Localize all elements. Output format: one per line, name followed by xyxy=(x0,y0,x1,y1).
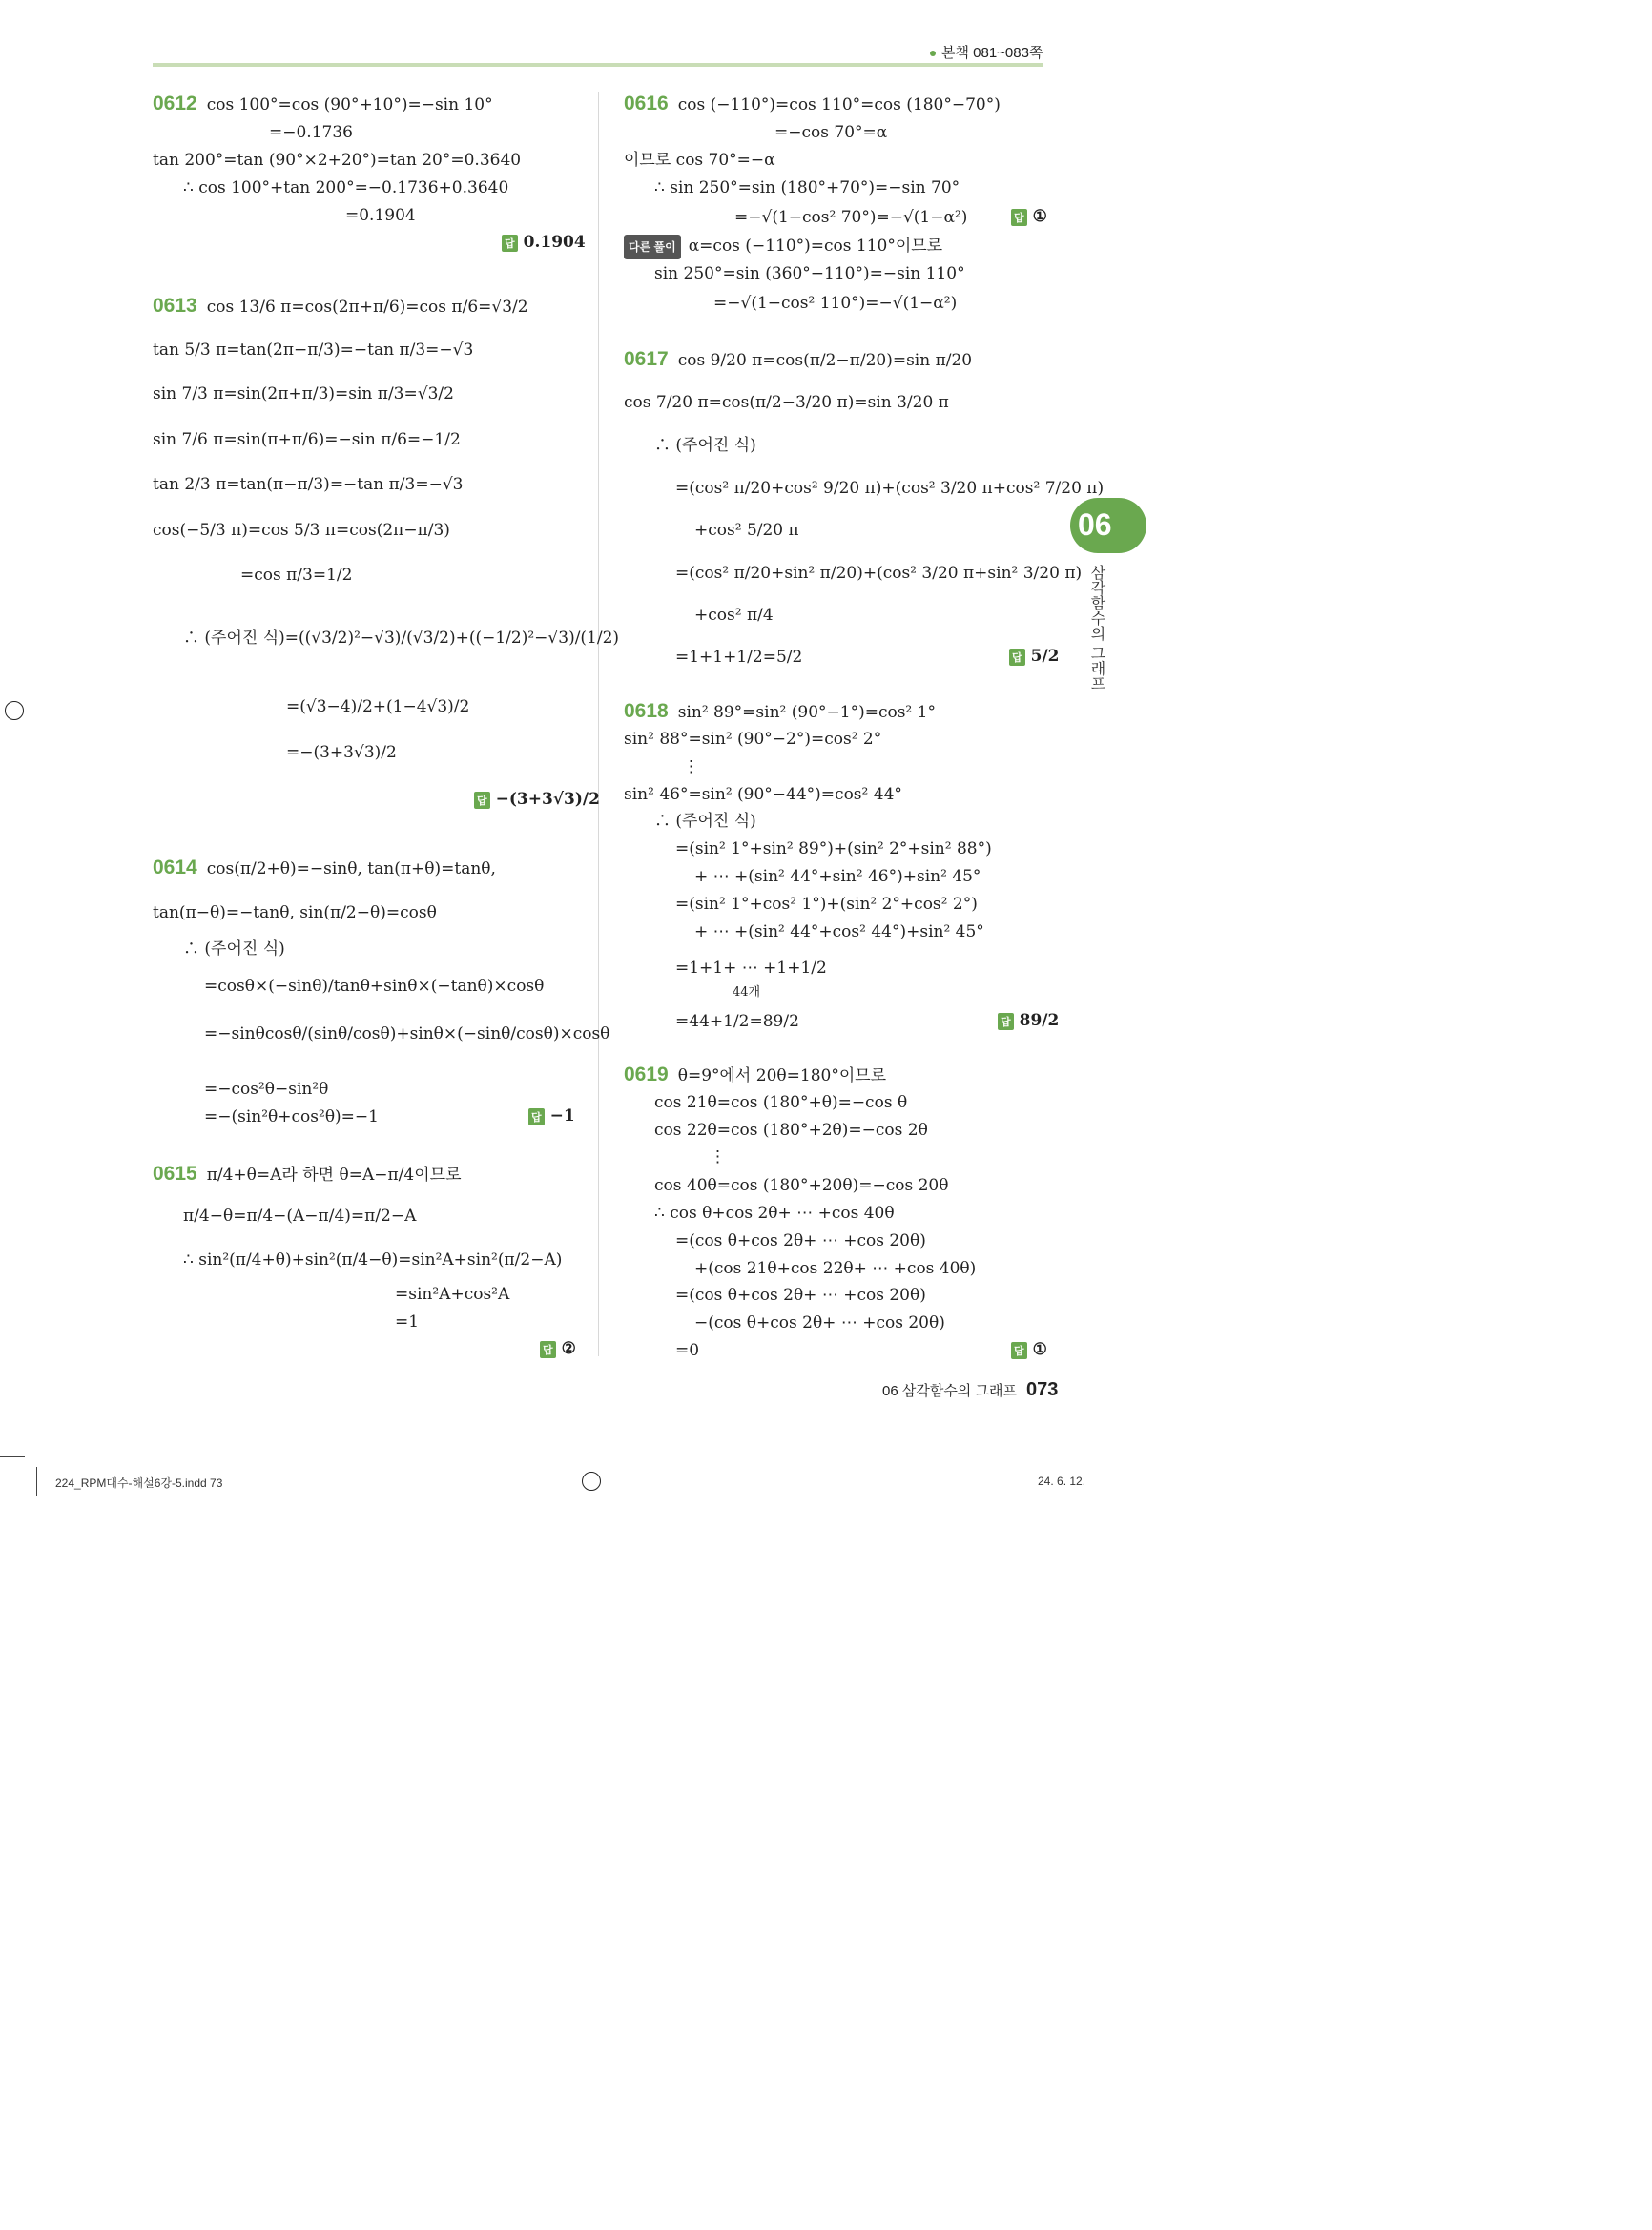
answer-0617: 답 5/2 xyxy=(1009,647,1060,666)
problem-number: 0617 xyxy=(624,348,669,370)
problem-0618-line-1: 0618 sin² 89°=sin² (90°−1°)=cos² 1° xyxy=(624,700,936,722)
problem-0613-line: tan 5/3 π=tan(2π−π/3)=−tan π/3=−√3 xyxy=(153,341,474,360)
problem-0619-line: =0 xyxy=(675,1341,700,1360)
problem-0612-line: ∴ cos 100°+tan 200°=−0.1736+0.3640 xyxy=(183,178,509,197)
crop-mark xyxy=(36,1467,37,1496)
problem-0614-line-1: 0614 cos(π/2+θ)=−sinθ, tan(π+θ)=tanθ, xyxy=(153,857,496,878)
answer-0618: 답 89/2 xyxy=(998,1011,1059,1030)
problem-0615-line: =sin²A+cos²A xyxy=(395,1285,510,1304)
problem-0619-line: cos 40θ=cos (180°+20θ)=−cos 20θ xyxy=(654,1176,949,1195)
problem-0618-line: =44+1/2=89/2 xyxy=(675,1012,799,1031)
problem-0619-line: −(cos θ+cos 2θ+ ⋯ +cos 20θ) xyxy=(694,1313,945,1332)
problem-0613-line: sin 7/6 π=sin(π+π/6)=−sin π/6=−1/2 xyxy=(153,430,461,449)
problem-0617-line: cos 7/20 π=cos(π/2−3/20 π)=sin 3/20 π xyxy=(624,393,949,412)
problem-0619-line: ⋮ xyxy=(710,1147,726,1167)
problem-0612-line: =−0.1736 xyxy=(269,123,353,142)
answer-0614: 답 −1 xyxy=(528,1106,575,1125)
answer-0619: 답 ① xyxy=(1011,1340,1047,1359)
registration-mark-icon xyxy=(5,701,24,720)
problem-0619-line: cos 21θ=cos (180°+θ)=−cos θ xyxy=(654,1093,908,1112)
problem-0618-line: + ⋯ +(sin² 44°+cos² 44°)+sin² 45° xyxy=(694,922,984,941)
bullet-dot-icon xyxy=(930,51,936,56)
problem-0615-line: π/4−θ=π/4−(A−π/4)=π/2−A xyxy=(183,1207,417,1226)
problem-0617-line-1: 0617 cos 9/20 π=cos(π/2−π/20)=sin π/20 xyxy=(624,348,973,370)
problem-0619-line: =(cos θ+cos 2θ+ ⋯ +cos 20θ) xyxy=(675,1231,926,1250)
problem-0619-line: +(cos 21θ+cos 22θ+ ⋯ +cos 40θ) xyxy=(694,1259,977,1278)
problem-0614-line: =−sinθcosθ/(sinθ/cosθ)+sinθ×(−sinθ/cosθ)×cosθ xyxy=(204,1024,610,1043)
problem-0618-line: sin² 88°=sin² (90°−2°)=cos² 2° xyxy=(624,730,882,749)
problem-0612-line: tan 200°=tan (90°×2+20°)=tan 20°=0.3640 xyxy=(153,151,522,170)
problem-0616-line-1: 0616 cos (−110°)=cos 110°=cos (180°−70°) xyxy=(624,93,1001,114)
problem-0613-line: =(√3−4)/2+(1−4√3)/2 xyxy=(286,697,470,716)
problem-0615-line: ∴ sin²(π/4+θ)+sin²(π/4−θ)=sin²A+sin²(π/2−A) xyxy=(183,1250,563,1270)
answer-0616: 답 ① xyxy=(1011,207,1047,226)
problem-number: 0614 xyxy=(153,857,197,878)
problem-0614-line: =cosθ×(−sinθ)/tanθ+sinθ×(−tanθ)×cosθ xyxy=(204,977,545,996)
problem-0614-line: ∴ (주어진 식) xyxy=(183,939,285,959)
page-header xyxy=(930,42,1043,62)
problem-0615-line: =1 xyxy=(395,1312,420,1332)
problem-0616-line: ∴ sin 250°=sin (180°+70°)=−sin 70° xyxy=(654,178,960,197)
problem-0613-line: tan 2/3 π=tan(π−π/3)=−tan π/3=−√3 xyxy=(153,475,464,494)
problem-0612-line-1: 0612 cos 100°=cos (90°+10°)=−sin 10° xyxy=(153,93,493,114)
problem-0618-line: =(sin² 1°+sin² 89°)+(sin² 2°+sin² 88°) xyxy=(675,839,992,858)
crop-mark xyxy=(0,1456,25,1457)
problem-0614-line: =−(sin²θ+cos²θ)=−1 xyxy=(204,1107,379,1126)
alt-solution-badge: 다른 풀이 xyxy=(624,235,681,259)
problem-number: 0615 xyxy=(153,1163,197,1185)
alt-solution-line: =−√(1−cos² 110°)=−√(1−α²) xyxy=(713,294,958,313)
chapter-tab-title: 삼각함수의 그래프 xyxy=(1088,565,1105,692)
header-rule xyxy=(153,63,1043,67)
answer-0612: 답 0.1904 xyxy=(502,233,586,252)
problem-0618-line: =1+1+ ⋯ +1+1/2 xyxy=(675,959,827,978)
column-divider xyxy=(598,92,599,1356)
chapter-tab-number: 06 xyxy=(1078,507,1112,542)
footer-chapter: 06 삼각함수의 그래프 xyxy=(882,1383,1017,1399)
problem-number: 0613 xyxy=(153,295,197,317)
problem-0613-line: =cos π/3=1/2 xyxy=(240,566,353,585)
problem-number: 0619 xyxy=(624,1063,669,1085)
problem-0618-line: sin² 46°=sin² (90°−44°)=cos² 44° xyxy=(624,785,902,804)
problem-0617-line: =(cos² π/20+cos² 9/20 π)+(cos² 3/20 π+cos² 7/20 π) xyxy=(675,479,1105,498)
problem-0615-line-1: 0615 π/4+θ=A라 하면 θ=A−π/4이므로 xyxy=(153,1163,462,1185)
problem-0619-line: ∴ cos θ+cos 2θ+ ⋯ +cos 40θ xyxy=(654,1204,895,1223)
problem-0613-line: =−(3+3√3)/2 xyxy=(286,743,397,762)
problem-0618-line: ⋮ xyxy=(683,757,699,776)
problem-number: 0618 xyxy=(624,700,669,722)
problem-0618-line: =(sin² 1°+cos² 1°)+(sin² 2°+cos² 2°) xyxy=(675,895,978,914)
problem-0616-line: =−cos 70°=α xyxy=(774,123,888,142)
problem-0617-line: +cos² 5/20 π xyxy=(694,521,799,540)
print-file-info: 224_RPM대수-해설6강-5.indd 73 xyxy=(55,1476,223,1490)
header-text: 본책 081~083쪽 xyxy=(941,45,1043,61)
problem-0613-line: cos(−5/3 π)=cos 5/3 π=cos(2π−π/3) xyxy=(153,521,450,540)
answer-0613: 답 −(3+3√3)/2 xyxy=(474,790,600,809)
print-date: 24. 6. 12. xyxy=(1038,1475,1086,1488)
answer-0615: 답 ② xyxy=(540,1339,576,1358)
problem-number: 0616 xyxy=(624,93,669,114)
alternative-solution-0616: 다른 풀이 α=cos (−110°)=cos 110°이므로 xyxy=(624,235,942,259)
problem-number: 0612 xyxy=(153,93,197,114)
problem-0618-line: + ⋯ +(sin² 44°+sin² 46°)+sin² 45° xyxy=(694,867,981,886)
problem-0619-line: =(cos θ+cos 2θ+ ⋯ +cos 20θ) xyxy=(675,1286,926,1305)
problem-0614-line: =−cos²θ−sin²θ xyxy=(204,1080,329,1099)
page-number: 073 xyxy=(1025,1379,1059,1400)
problem-0613-line-1: 0613 cos 13/6 π=cos(2π+π/6)=cos π/6=√3/2 xyxy=(153,295,528,317)
problem-0617-line: =1+1+1/2=5/2 xyxy=(675,648,803,667)
problem-0618-line: ∴ (주어진 식) xyxy=(654,812,756,831)
problem-0617-line: +cos² π/4 xyxy=(694,606,774,625)
problem-0614-line: tan(π−θ)=−tanθ, sin(π/2−θ)=cosθ xyxy=(153,903,437,922)
problem-0619-line: cos 22θ=cos (180°+2θ)=−cos 2θ xyxy=(654,1121,928,1140)
problem-0613-line: ∴ (주어진 식)=((√3/2)²−√3)/(√3/2)+((−1/2)²−√3)/(1/2) xyxy=(183,629,620,648)
problem-0613-line: sin 7/3 π=sin(2π+π/3)=sin π/3=√3/2 xyxy=(153,384,454,403)
problem-0616-line: =−√(1−cos² 70°)=−√(1−α²) xyxy=(734,208,968,227)
problem-0617-line: =(cos² π/20+sin² π/20)+(cos² 3/20 π+sin² 3/20 π) xyxy=(675,564,1083,583)
brace-count-label: 44개 xyxy=(733,985,761,1000)
registration-mark-icon xyxy=(582,1472,601,1491)
problem-0612-line: =0.1904 xyxy=(345,206,416,225)
alt-solution-line: sin 250°=sin (360°−110°)=−sin 110° xyxy=(654,264,965,283)
page-footer xyxy=(882,1379,1058,1401)
problem-0617-line: ∴ (주어진 식) xyxy=(654,436,756,455)
problem-0616-line: 이므로 cos 70°=−α xyxy=(624,151,775,170)
problem-0619-line-1: 0619 θ=9°에서 20θ=180°이므로 xyxy=(624,1063,887,1085)
